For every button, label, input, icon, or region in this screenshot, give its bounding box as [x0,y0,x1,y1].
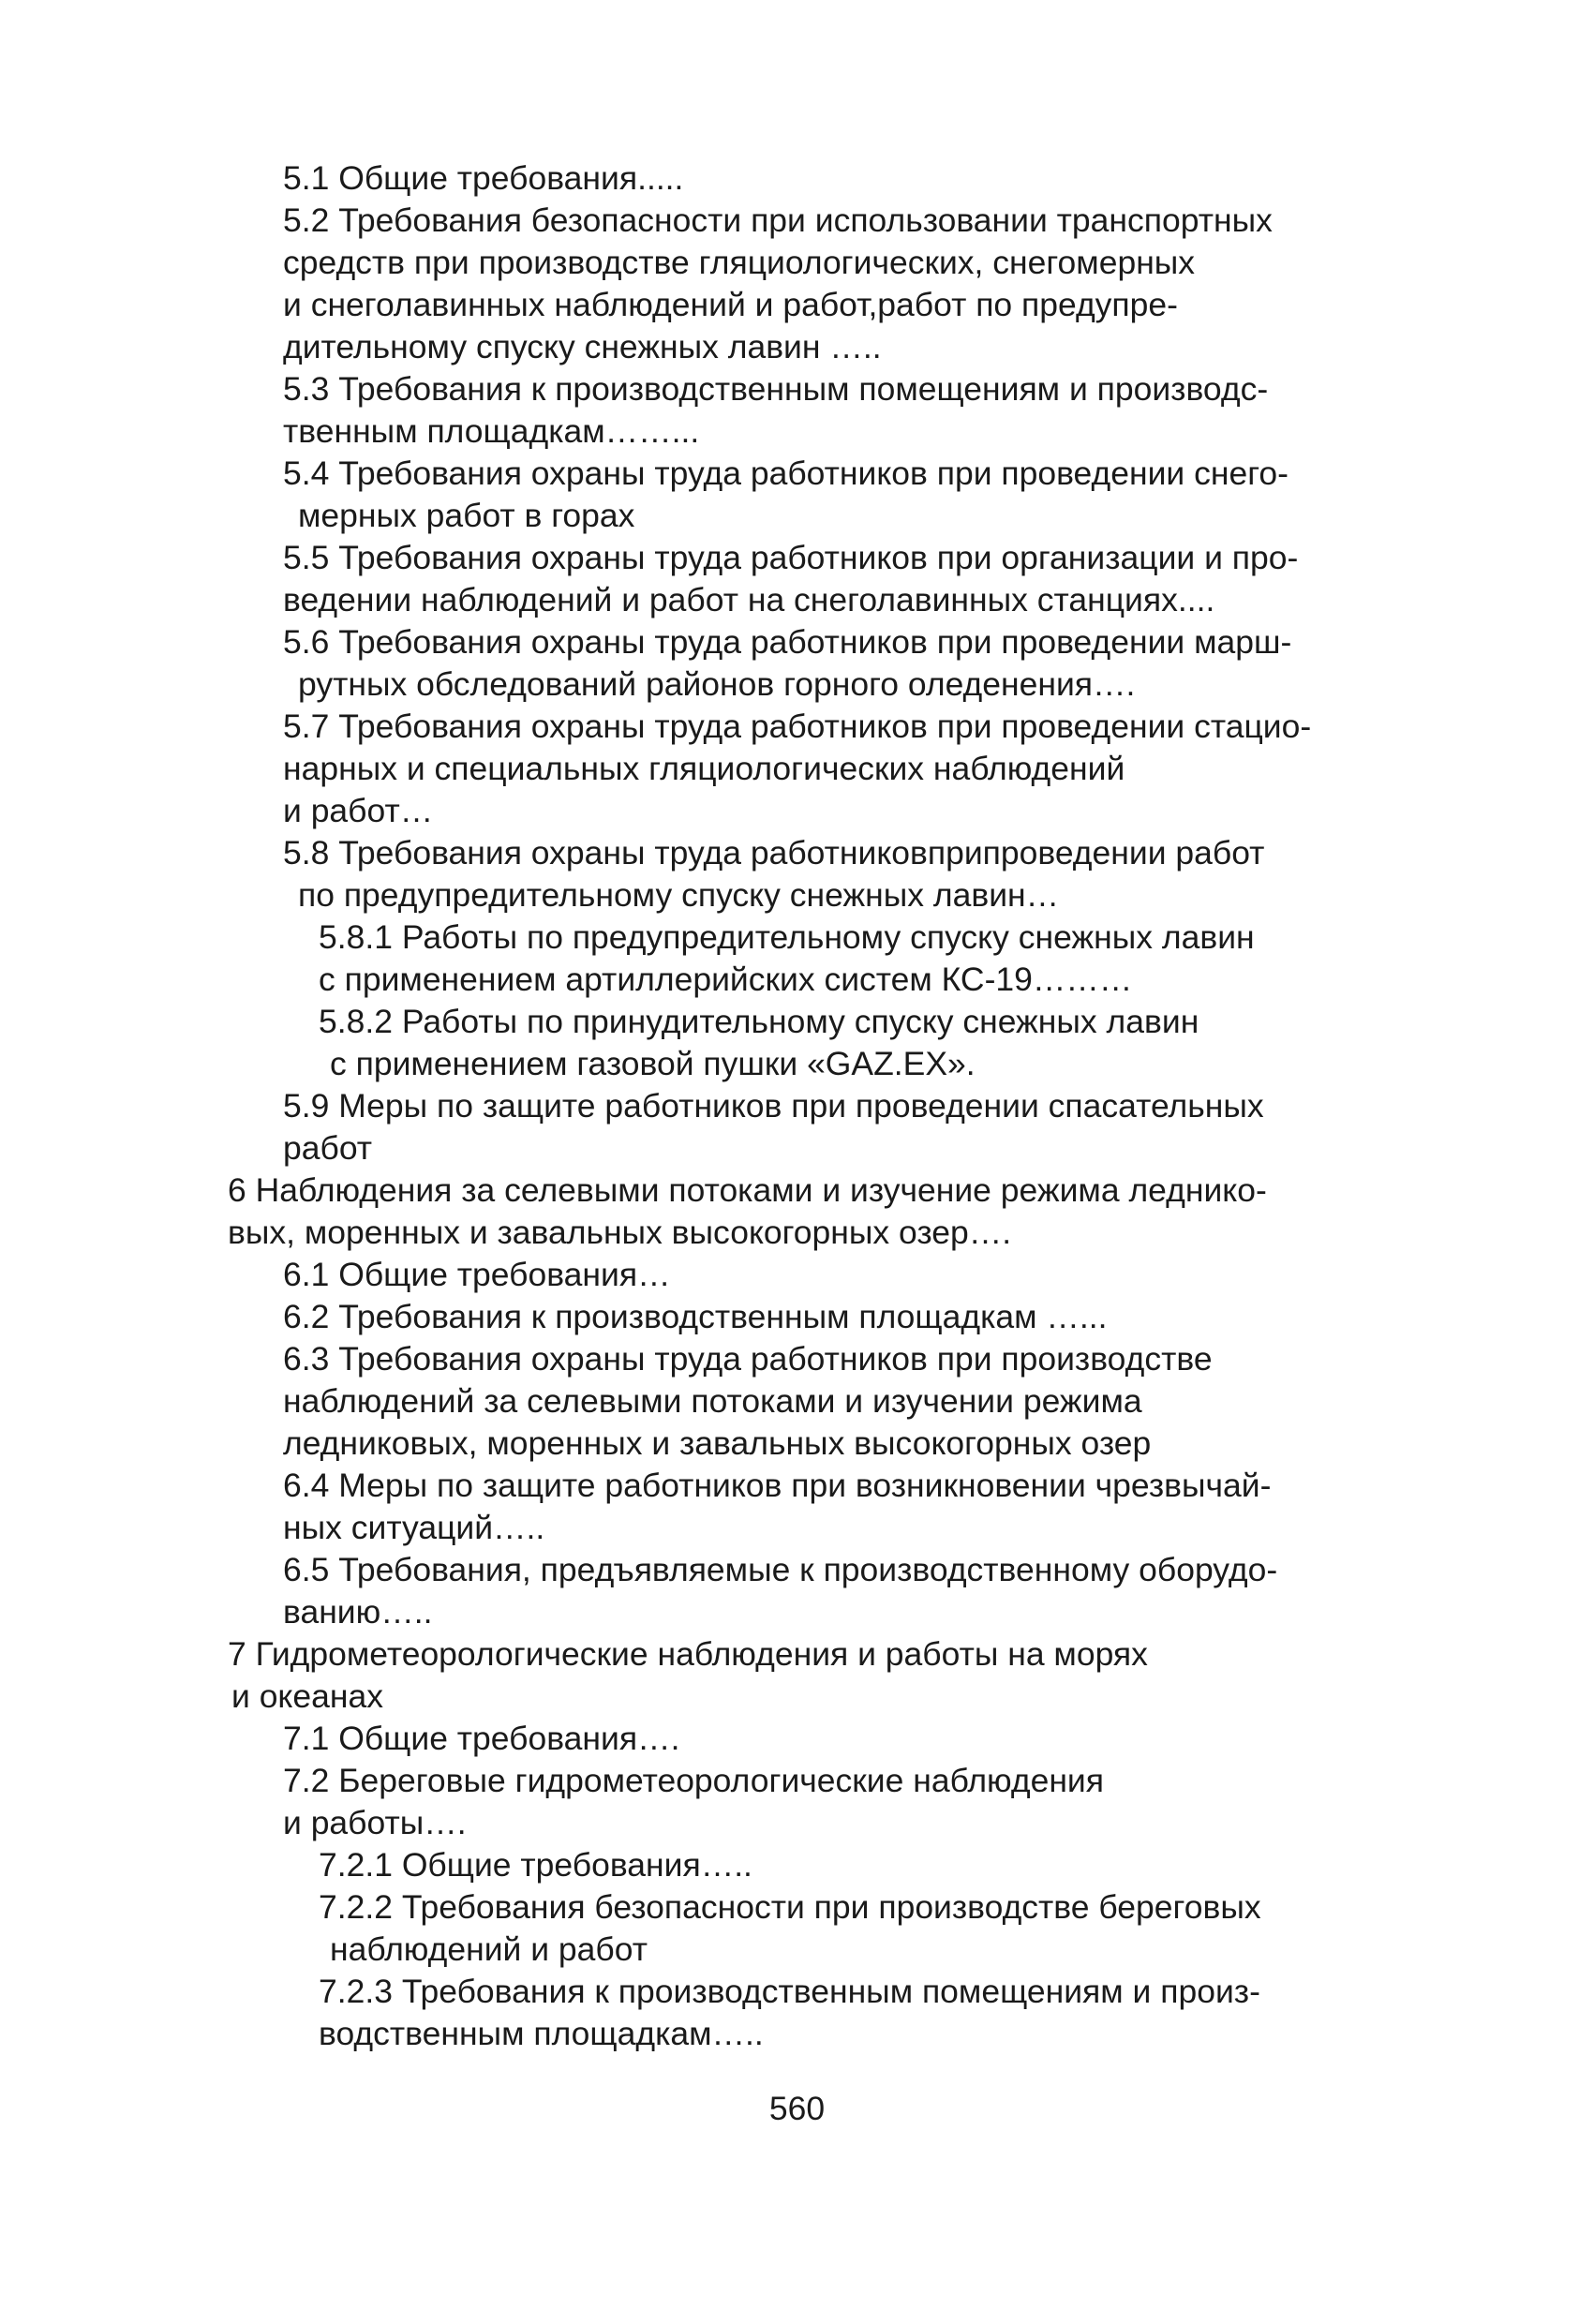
toc-line: 5.2 Требования безопасности при использовании транспортных [283,201,1273,239]
toc-line: средств при производстве гляциологических, снегомерных [283,244,1196,281]
toc-line: 5.4 Требования охраны труда работников при проведении снего- [283,454,1289,492]
toc-line: ведении наблюдений и работ на снеголавинных станциях.... [283,581,1215,618]
toc-line: 7.2.2 Требования безопасности при производстве береговых [319,1888,1261,1926]
toc-line: 6.2 Требования к производственным площадкам …... [283,1298,1108,1335]
toc-line: 5.5 Требования охраны труда работников при организации и про- [283,539,1299,576]
toc-line: и океанах [231,1677,383,1715]
toc-line: 6.5 Требования, предъявляемые к производственному оборудо- [283,1551,1278,1588]
toc-line: 5.8.1 Работы по предупредительному спуску снежных лавин [319,918,1255,956]
toc-line: наблюдений и работ [330,1930,648,1968]
toc-line: и снеголавинных наблюдений и работ,работ по предупре- [283,286,1178,323]
toc-line: 7.2 Береговые гидрометеорологические наблюдения [283,1762,1104,1799]
toc-line: нарных и специальных гляциологических наблюдений [283,750,1125,787]
toc-line: 6.1 Общие требования… [283,1256,671,1293]
toc-line: 6.4 Меры по защите работников при возникновении чрезвычай- [283,1467,1272,1504]
toc-line: с применением газовой пушки «GAZ.EX». [330,1045,976,1082]
toc-line: 6.3 Требования охраны труда работников при производстве [283,1340,1213,1378]
toc-line: по предупредительному спуску снежных лавин… [298,876,1060,914]
toc-line: 7.1 Общие требования…. [283,1720,680,1757]
toc-line: 7.2.3 Требования к производственным помещениям и произ- [319,1973,1260,2010]
toc-line: 5.8 Требования охраны труда работниковприпроведении работ [283,834,1265,872]
toc-line: 5.3 Требования к производственным помещениям и производс- [283,370,1269,408]
toc-line: рутных обследований районов горного оледенения…. [298,665,1136,703]
toc-line: вых, моренных и завальных высокогорных озер…. [228,1214,1012,1251]
toc-line: с применением артиллерийских систем КС-19……… [319,961,1133,998]
toc-line: ных ситуаций….. [283,1509,545,1546]
toc-line: 5.6 Требования охраны труда работников при проведении марш- [283,623,1292,661]
toc-line: 7 Гидрометеорологические наблюдения и работы на морях [228,1635,1148,1673]
toc-line: 7.2.1 Общие требования….. [319,1846,752,1884]
toc-line: 5.1 Общие требования..... [283,159,684,197]
toc-line: 5.9 Меры по защите работников при проведении спасательных [283,1087,1264,1125]
page-number: 560 [768,2090,826,2127]
toc-line: ледниковых, моренных и завальных высокогорных озер [283,1424,1152,1462]
toc-line: ванию….. [283,1593,433,1631]
toc-line: 6 Наблюдения за селевыми потоками и изучение режима леднико- [228,1171,1267,1209]
toc-line: мерных работ в горах [298,497,635,534]
toc-line: и работ… [283,792,434,829]
toc-line: водственным площадкам….. [319,2015,764,2052]
toc-line: и работы…. [283,1804,467,1841]
toc-line: 5.8.2 Работы по принудительному спуску снежных лавин [319,1003,1199,1040]
toc-line: твенным площадкам……... [283,412,700,450]
toc-line: дительному спуску снежных лавин ….. [283,328,882,365]
toc-line: работ [283,1129,373,1167]
table-of-contents [0,157,1594,2055]
toc-line: наблюдений за селевыми потоками и изучении режима [283,1382,1142,1420]
toc-line: 5.7 Требования охраны труда работников при проведении стацио- [283,708,1312,745]
